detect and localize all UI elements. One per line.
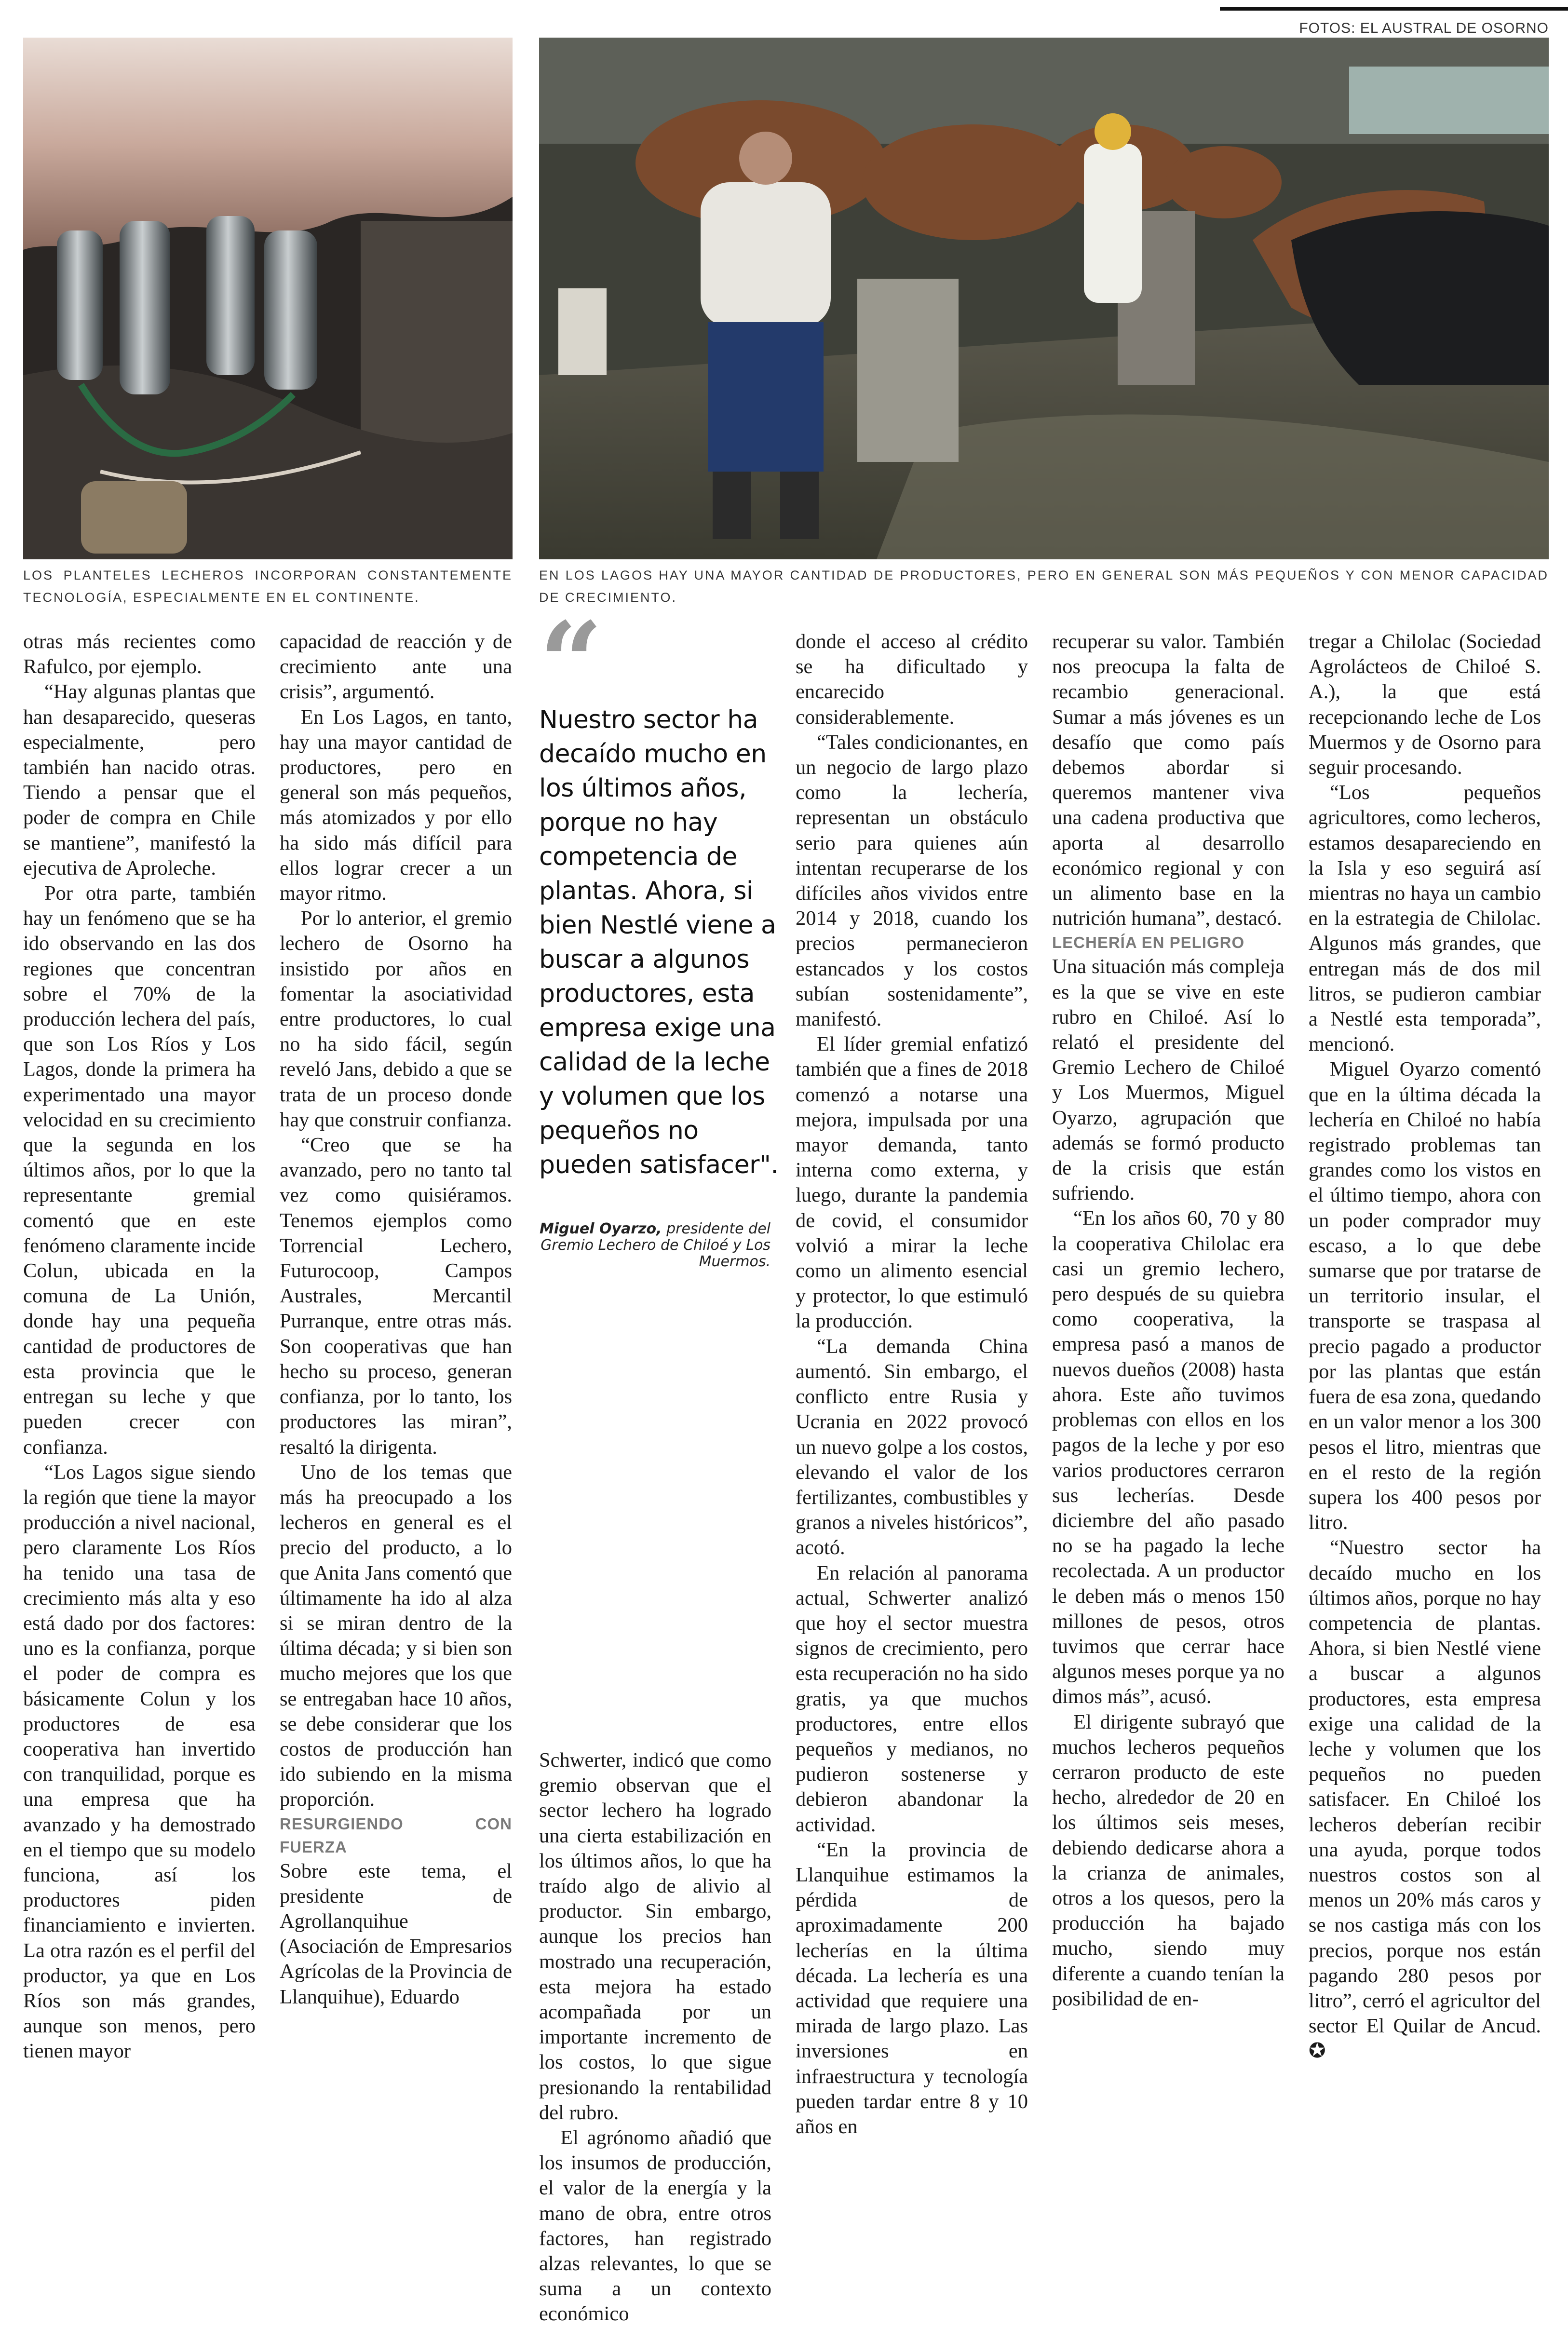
paragraph: Uno de los temas que más ha preocupado a los lecheros en general es el precio del producto, a lo que Anita Jans comentó que últimamente ha ido al alza si se miran dentro de la última década; y si bien son mucho mejores que los que se entregaban hace 10 años, se debe considerar que los costos de producción han ido subiendo en la misma proporción. <box>280 1461 512 1811</box>
paragraph: El líder gremial enfatizó también que a fines de 2018 comenzó a notarse una mejora, impulsada por una mayor demanda, tanto interna como externa, y luego, durante la pandemia de covid, el consumidor volvió a mirar la leche como un alimento esencial y protector, lo que estimuló la producción. <box>796 1033 1028 1333</box>
article-column-2 <box>280 629 512 2010</box>
paragraph: “Nuestro sector ha decaído mucho en los últimos años, porque no hay competencia de plantas. Ahora, si bien Nestlé viene a buscar a algunos productores, esta empresa exige una calidad de la leche y volumen que los pequeños no pueden satisfacer. En Chiloé los lecheros deberían recibir una ayuda, porque todos nuestros costos son al menos un 20% más caros y se nos castiga más con los precios, porque nos están pagando 280 pesos por litro”, cerró el agricultor del sector El Quilar de Ancud. ✪ <box>1309 1536 1541 2063</box>
paragraph: “En los años 60, 70 y 80 la cooperativa Chilolac era casi un gremio lechero, pero después de su quiebra como cooperativa, la empresa pasó a manos de nuevos dueños (2008) hasta ahora. Este año tuvimos problemas con ellos en los pagos de la leche y por eso varios productores cerraron sus lecherías. Desde diciembre del año pasado no se ha pagado la leche recolectada. A un productor le deben más o menos 150 millones de pesos, otros tuvimos que cerrar hace algunos meses porque ya no dimos más”, acusó. <box>1052 1207 1284 1708</box>
paragraph: “Los pequeños agricultores, como lecheros, estamos desapareciendo en la Isla y eso seguirá así mientras no haya un cambio en la estrategia de Chilolac. Algunos más grandes, que entregan más de dos mil litros, se pudieron cambiar a Nestlé esta temporada”, mencionó. <box>1309 781 1541 1056</box>
photo-milking-machine <box>23 38 513 559</box>
paragraph: “Tales condicionantes, en un negocio de largo plazo como la lechería, representan un obstáculo serio para quienes aún intentan recuperarse de los difíciles años vividos entre 2014 y 2018, cuando los precios permanecieron estancados y los costos subían sostenidamente”, manifestó. <box>796 731 1028 1031</box>
quote-mark-icon: “ <box>539 598 603 728</box>
paragraph: Por lo anterior, el gremio lechero de Osorno ha insistido por años en fomentar la asociatividad entre productores, lo cual no ha sido fácil, según reveló Jans, debido a que se trata de un proceso donde hay que construir confianza. <box>280 907 512 1131</box>
pull-quote-author: Miguel Oyarzo, <box>539 1220 662 1237</box>
paragraph: El agrónomo añadió que los insumos de producción, el valor de la energía y la mano de obra, entre otros factores, han registrado alzas relevantes, lo que se suma a un contexto económico <box>539 2126 771 2326</box>
paragraph: “En la provincia de Llanquihue estimamos la pérdida de aproximadamente 200 lecherías en la última década. La lechería es una actividad que requiere una mirada de largo plazo. Las inversiones en infraestructura y tecnología pueden tardar entre 8 y 10 años en <box>796 1838 1028 2138</box>
caption-right: EN LOS LAGOS HAY UNA MAYOR CANTIDAD DE PRODUCTORES, PERO EN GENERAL SON MÁS PEQUEÑOS Y CON MENOR CAPACIDAD DE CRECIMIENTO. <box>539 568 1549 605</box>
paragraph: “Creo que se ha avanzado, pero no tanto tal vez como quisiéramos. Tenemos ejemplos como Torrencial Lechero, Futurocoop, Campos Australes, Mercantil Purranque, entre otras más. Son cooperativas que han hecho su proceso, generan confianza, por lo tanto, los productores las miran”, resaltó la dirigenta. <box>280 1134 512 1459</box>
paragraph: capacidad de reacción y de crecimiento ante una crisis”, argumentó. <box>280 630 512 704</box>
paragraph: Sobre este tema, el presidente de Agrollanquihue (Asociación de Empresarios Agrícolas de la Provincia de Llanquihue), Eduardo <box>280 1859 512 2008</box>
paragraph: Por otra parte, también hay un fenómeno que se ha ido observando en las dos regiones que concentran sobre el 70% de la producción lechera del país, que son Los Ríos y Los Lagos, donde la primera ha experimentado una mayor velocidad en su crecimiento que la segunda en los últimos años, por lo que la representante gremial comentó que en este fenómeno claramente incide Colun, ubicada en la comuna de La Unión, donde hay una pequeña cantidad de productores de esta provincia que le entregan su leche y que pueden crecer con confianza. <box>23 882 256 1459</box>
pull-quote-attribution <box>539 1221 780 1270</box>
paragraph: donde el acceso al crédito se ha dificultado y encarecido considerablemente. <box>796 630 1028 729</box>
subhead-resurgiendo: RESURGIENDO CON FUERZA <box>280 1814 512 1856</box>
subhead-peligro: LECHERÍA EN PELIGRO <box>1052 934 1245 952</box>
paragraph: Miguel Oyarzo comentó que en la última década la lechería en Chiloé no había registrado problemas tan grandes como los vistos en el último tiempo, ahora con un poder comprador muy escaso, a lo que debe sumarse que por tratarse de un territorio insular, el transporte se traspasa al precio pagado a productor por las plantas que están fuera de esa zona, quedando en un valor menor a los 300 pesos el litro, mientras que en el resto de la región supera los 400 pesos por litro. <box>1309 1058 1541 1534</box>
top-rule <box>0 0 1568 14</box>
paragraph: En Los Lagos, en tanto, hay una mayor cantidad de productores, pero en general son más pequeños, más atomizados y por ello ha sido más difícil para ellos lograr crecer a un mayor ritmo. <box>280 705 512 905</box>
article-column-6 <box>1309 629 1541 2064</box>
paragraph: “Los Lagos sigue siendo la región que tiene la mayor producción a nivel nacional, pero claramente Los Ríos ha tenido una tasa de crecimiento más alta y eso está dado por dos factores: uno es la confianza, porque el poder de compra es básicamente Colun y los productores de esa cooperativa han invertido con tranquilidad, porque es una empresa que ha avanzado y ha demostrado en el tiempo que su modelo funciona, así los productores piden financiamiento e invierten. La otra razón es el perfil del productor, ya que en Los Ríos son más grandes, aunque son menos, pero tienen mayor <box>23 1461 256 2063</box>
paragraph: tregar a Chilolac (Sociedad Agrolácteos de Chiloé S. A.), la que está recepcionando leche de Los Muermos y de Osorno para seguir procesando. <box>1309 630 1541 779</box>
paragraph: Una situación más compleja es la que se vive en este rubro en Chiloé. Así lo relató el presidente del Gremio Lechero de Chiloé y Los Muermos, Miguel Oyarzo, agrupación que además se formó producto de la crisis que están sufriendo. <box>1052 955 1284 1205</box>
paragraph: otras más recientes como Rafulco, por ejemplo. <box>23 630 256 678</box>
article-column-4 <box>796 629 1028 2139</box>
article-column-1 <box>23 629 256 2064</box>
photo-credit: FOTOS: EL AUSTRAL DE OSORNO <box>1299 20 1549 36</box>
paragraph: “La demanda China aumentó. Sin embargo, el conflicto entre Rusia y Ucrania en 2022 provocó un nuevo golpe a los costos, elevando el valor de los fertilizantes, combustibles y granos a niveles históricos”, acotó. <box>796 1335 1028 1559</box>
pull-quote-text: Nuestro sector ha decaído mucho en los últimos años, porque no hay competencia de plantas. Ahora, si bien Nestlé viene a buscar a algunos productores, esta empresa exige una calidad de la leche y volumen que los pequeños no pueden satisfacer". <box>539 705 779 1179</box>
article-column-5 <box>1052 629 1284 2012</box>
photo-milking-parlor <box>539 38 1549 559</box>
pull-quote-role: presidente del Gremio Lechero de Chiloé y Los Muermos. <box>541 1220 770 1270</box>
pull-quote <box>539 598 780 1270</box>
paragraph: “Hay algunas plantas que han desaparecido, queseras especialmente, pero también han nacido otras. Tiendo a pensar que el poder de compra en Chile se mantiene”, manifestó la ejecutiva de Aproleche. <box>23 680 256 879</box>
paragraph: Schwerter, indicó que como gremio observan que el sector lechero ha logrado una cierta estabilización en los últimos años, lo que ha traído algo de alivio al productor. Sin embargo, aunque los precios han mostrado una recuperación, esta mejora ha estado acompañada por un importante incremento de los costos, lo que sigue presionando la rentabilidad del rubro. <box>539 1749 771 2124</box>
paragraph: recuperar su valor. También nos preocupa la falta de recambio generacional. Sumar a más jóvenes es un desafío que como país debemos abordar si queremos mantener viva una cadena productiva que aporta al desarrollo económico regional y con un alimento base en la nutrición humana”, destacó. <box>1052 630 1284 930</box>
paragraph: En relación al panorama actual, Schwerter analizó que hoy el sector muestra signos de crecimiento, pero esta recuperación no ha sido gratis, ya que muchos productores, entre ellos pequeños y medianos, no pudieron sostenerse y debieron abandonar la actividad. <box>796 1561 1028 1836</box>
paragraph: El dirigente subrayó que muchos lecheros pequeños cerraron producto de este hecho, alrededor de 20 en los últimos seis meses, debiendo dedicarse ahora a la crianza de animales, otros a los quesos, pero la producción ha bajado mucho, siendo muy diferente a cuando tenían la posibilidad de en- <box>1052 1710 1284 2010</box>
caption-left: LOS PLANTELES LECHEROS INCORPORAN CONSTANTEMENTE TECNOLOGÍA, ESPECIALMENTE EN EL CONTINENTE. <box>23 568 513 605</box>
